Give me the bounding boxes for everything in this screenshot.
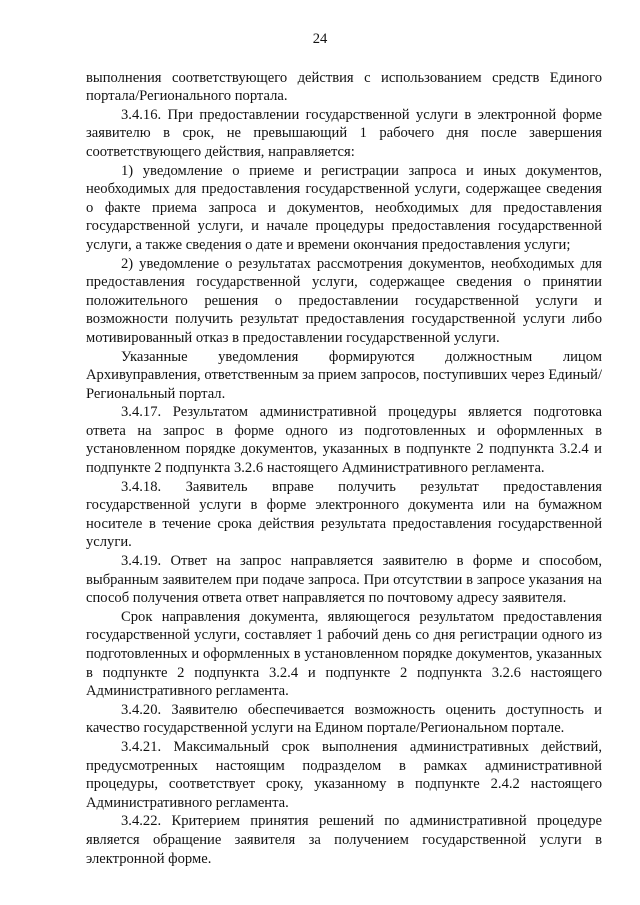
paragraph: Срок направления документа, являющегося результатом предоставления государственной услуги, составляет 1 рабочий день со дня регистрации одного из подготовленных и оформленных в установленном порядке документов, указанных в подпункте 2 подпункта 3.2.4 и подпункте 2 подпункта 3.2.6 настоящего Административного регламента. bbox=[86, 608, 602, 700]
paragraph: 3.4.18. Заявитель вправе получить результат предоставления государственной услуги в форме электронного документа или на бумажном носителе в течение срока действия результата предоставления государственной услуги. bbox=[86, 478, 602, 551]
paragraph: 3.4.22. Критерием принятия решений по административной процедуре является обращение заявителя за получением государственной услуги в электронной форме. bbox=[86, 813, 602, 867]
paragraph: 3.4.21. Максимальный срок выполнения административных действий, предусмотренных настоящим подразделом в рамках административной процедуры, соответствует сроку, указанному в подпункте 2.4.2 настоящего Административного регламента. bbox=[86, 738, 602, 811]
paragraph: Указанные уведомления формируются должностным лицом Архивуправления, ответственным за прием запросов, поступивших через Единый/Региональный портал. bbox=[86, 348, 602, 402]
document-body bbox=[86, 69, 602, 869]
paragraph: 3.4.19. Ответ на запрос направляется заявителю в форме и способом, выбранным заявителем при подаче запроса. При отсутствии в запросе указания на способ получения ответа ответ направляется по почтовому адресу заявителя. bbox=[86, 553, 602, 607]
paragraph: 1) уведомление о приеме и регистрации запроса и иных документов, необходимых для предоставления государственной услуги, содержащее сведения о факте приема запроса и документов, необходимых для предоставления государственной услуги, и начале процедуры предоставления государственной услуги, а также сведения о дате и времени окончания предоставления услуги; bbox=[86, 162, 602, 253]
paragraph: 2) уведомление о результатах рассмотрения документов, необходимых для предоставления государственной услуги, содержащее сведения о принятии положительного решения о предоставлении государственной услуги и возможности получить результат предоставления государственной услуги либо мотивированный отказ в предоставлении государственной услуги. bbox=[86, 255, 602, 346]
paragraph: 3.4.16. При предоставлении государственной услуги в электронной форме заявителю в срок, не превышающий 1 рабочего дня после завершения соответствующего действия, направляется: bbox=[86, 106, 602, 160]
paragraph: 3.4.17. Результатом административной процедуры является подготовка ответа на запрос в форме одного из подготовленных и оформленных в установленном порядке документов, указанных в подпункте 2 подпункта 3.2.4 и подпункте 2 подпункта 3.2.6 настоящего Административного регламента. bbox=[86, 404, 602, 477]
paragraph: 3.4.20. Заявителю обеспечивается возможность оценить доступность и качество государственной услуги на Едином портале/Региональном портале. bbox=[86, 701, 602, 737]
paragraph: выполнения соответствующего действия с использованием средств Единого портала/Регионального портала. bbox=[86, 69, 602, 105]
page-number: 24 bbox=[312, 31, 328, 47]
